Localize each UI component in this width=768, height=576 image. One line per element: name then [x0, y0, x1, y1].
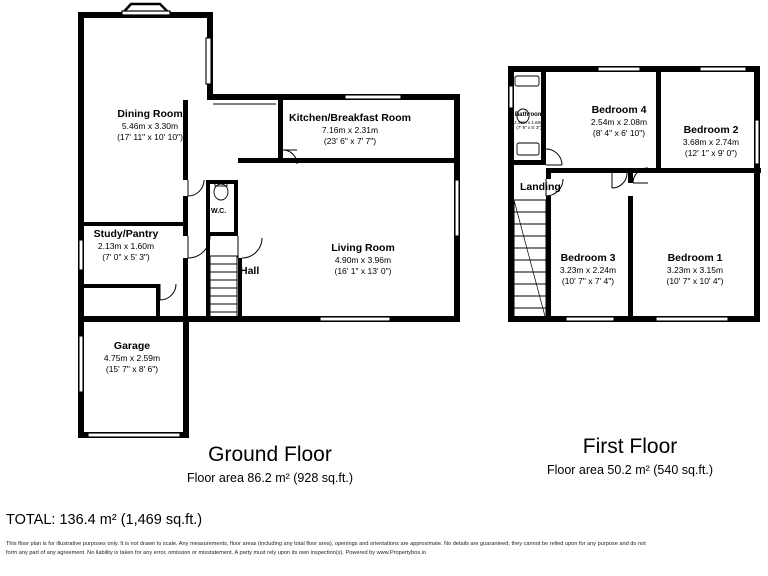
- room-label-landing: Landing: [520, 181, 561, 193]
- room-imperial: (17' 11" x 10' 10"): [117, 131, 183, 142]
- room-imperial: (15' 7" x 8' 6"): [105, 363, 159, 374]
- room-label-bedroom-2: [648, 124, 768, 158]
- room-metric: 2.13m x 1.60m: [97, 241, 155, 252]
- room-metric: 3.23m x 2.24m: [559, 265, 617, 276]
- room-label-kitchen-breakfast-room: [254, 112, 446, 146]
- floor-title: Ground Floor: [208, 443, 332, 466]
- room-label-wc: W.C.: [211, 208, 227, 215]
- room-name: Study/Pantry: [93, 228, 159, 240]
- room-metric: 5.46m x 3.30m: [121, 121, 179, 132]
- room-name: Bathroom: [514, 112, 544, 118]
- room-label-study-pantry: [56, 228, 196, 262]
- room-metric: 3.23m x 3.15m: [666, 265, 724, 276]
- total-area: TOTAL: 136.4 m² (1,469 sq.ft.): [6, 512, 203, 528]
- room-metric: 2.36m x 1.60m: [514, 119, 544, 125]
- disclaimer-text: This floor plan is for illustrative purposes only. It is not drawn to scale. Any measurements, floor areas (including any total floor area), openings and orientations are approximate. No details are guaranteed, they cannot be relied upon for any purpose and do not form any part of any agreement. No liability is taken for any error, omission or misstatement. A party must rely upon its own inspection(s). Powered by www.Propertybox.io: [6, 541, 646, 556]
- room-imperial: (7' 9" x 5' 3"): [516, 125, 542, 131]
- room-name: Bedroom 1: [667, 252, 723, 264]
- room-name: Garage: [113, 340, 151, 352]
- wc-fixtures: [214, 182, 228, 200]
- room-imperial: (7' 0" x 5' 3"): [102, 251, 150, 262]
- room-name: Bedroom 2: [683, 124, 739, 136]
- room-name: Kitchen/Breakfast Room: [289, 112, 411, 124]
- room-imperial: (8' 4" x 6' 10"): [592, 127, 646, 138]
- room-metric: 3.68m x 2.74m: [682, 137, 740, 148]
- room-imperial: (10' 7" x 10' 4"): [666, 275, 724, 286]
- room-label-hall: Hall: [240, 265, 260, 277]
- room-name: Bedroom 3: [560, 252, 616, 264]
- room-imperial: (12' 1" x 9' 0"): [684, 147, 738, 158]
- room-name: Bedroom 4: [591, 104, 647, 116]
- room-imperial: (16' 1" x 13' 0"): [334, 265, 392, 276]
- ground-floor-title-block: [110, 443, 430, 485]
- room-imperial: (23' 6" x 7' 7"): [323, 135, 377, 146]
- floor-title: First Floor: [582, 435, 678, 458]
- window-glazing-bay: [122, 11, 170, 15]
- room-label-garage: [62, 340, 202, 374]
- room-metric: 7.16m x 2.31m: [321, 125, 379, 136]
- room-imperial: (10' 7" x 7' 4"): [561, 275, 615, 286]
- room-metric: 2.54m x 2.08m: [590, 117, 648, 128]
- ground-staircase: [210, 256, 237, 318]
- room-metric: 4.75m x 2.59m: [103, 353, 161, 364]
- room-label-bedroom-1: [632, 252, 758, 286]
- floor-area: Floor area 50.2 m² (540 sq.ft.): [546, 463, 714, 478]
- room-label-bathroom: [508, 112, 550, 131]
- room-name: Dining Room: [117, 108, 183, 120]
- room-name: Living Room: [331, 242, 395, 254]
- first-floor-title-block: [470, 435, 768, 477]
- room-metric: 4.90m x 3.96m: [334, 255, 392, 266]
- room-label-dining-room: [64, 108, 236, 142]
- floor-area: Floor area 86.2 m² (928 sq.ft.): [186, 471, 354, 486]
- room-label-living-room: [288, 242, 438, 276]
